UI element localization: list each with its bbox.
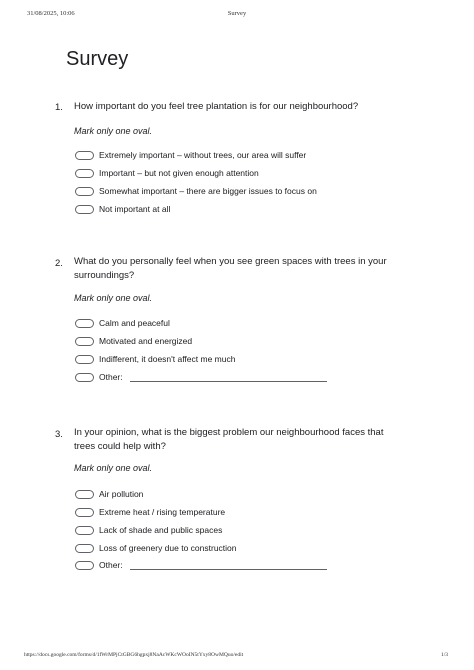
radio-oval-icon[interactable] [75, 355, 94, 364]
other-text-line[interactable] [130, 569, 327, 570]
q2-option-other[interactable] [75, 371, 327, 383]
option-label: Indifferent, it doesn't affect me much [99, 354, 236, 364]
q3-option-1[interactable] [75, 488, 143, 500]
question-2-text: What do you personally feel when you see green spaces with trees in your surroundings? [74, 256, 387, 281]
radio-oval-icon[interactable] [75, 319, 94, 328]
question-3-number: 3. [55, 429, 63, 440]
print-page-number: 1/3 [440, 652, 448, 658]
option-label: Calm and peaceful [99, 318, 170, 328]
q1-option-2[interactable] [75, 167, 259, 179]
question-1-text: How important do you feel tree plantation is for our neighbourhood? [74, 101, 359, 112]
option-label: Other: [99, 372, 123, 382]
print-page-title: Survey [227, 10, 247, 17]
radio-oval-icon[interactable] [75, 508, 94, 517]
question-3-hint: Mark only one oval. [74, 463, 153, 473]
q2-option-3[interactable] [75, 353, 235, 365]
radio-oval-icon[interactable] [75, 490, 94, 499]
q1-option-4[interactable] [75, 203, 170, 215]
option-label: Extremely important – without trees, our area will suffer [99, 150, 307, 160]
question-2-hint: Mark only one oval. [74, 293, 153, 303]
option-label: Somewhat important – there are bigger issues to focus on [99, 186, 317, 196]
q2-option-2[interactable] [75, 335, 192, 347]
q3-option-2[interactable] [75, 506, 225, 518]
q1-option-3[interactable] [75, 185, 317, 197]
q3-option-other[interactable] [75, 559, 327, 571]
print-url: https://docs.google.com/forms/d/1fWrMPjCtGBG6hgpxj8NaAcWKcWOoIN5tYxy8OwMQuo/edit [24, 652, 244, 658]
option-label: Other: [99, 560, 123, 570]
option-label: Extreme heat / rising temperature [99, 507, 226, 517]
other-text-line[interactable] [130, 381, 327, 382]
radio-oval-icon[interactable] [75, 561, 94, 570]
radio-oval-icon[interactable] [75, 373, 94, 382]
question-1-number: 1. [55, 102, 63, 113]
radio-oval-icon[interactable] [75, 544, 94, 553]
radio-oval-icon[interactable] [75, 169, 94, 178]
option-label: Motivated and energized [99, 336, 193, 346]
form-title: Survey [66, 48, 129, 70]
option-label: Air pollution [99, 489, 144, 499]
option-label: Not important at all [99, 204, 171, 214]
radio-oval-icon[interactable] [75, 337, 94, 346]
option-label: Lack of shade and public spaces [99, 525, 223, 535]
print-datetime: 31/08/2025, 10:06 [27, 10, 75, 17]
radio-oval-icon[interactable] [75, 187, 94, 196]
q1-option-1[interactable] [75, 149, 306, 161]
question-1-hint: Mark only one oval. [74, 126, 153, 136]
radio-oval-icon[interactable] [75, 205, 94, 214]
radio-oval-icon[interactable] [75, 526, 94, 535]
question-3-text: In your opinion, what is the biggest problem our neighbourhood faces that trees could help with? [74, 427, 384, 452]
q2-option-1[interactable] [75, 317, 170, 329]
option-label: Loss of greenery due to construction [99, 543, 237, 553]
q3-option-4[interactable] [75, 542, 237, 554]
q3-option-3[interactable] [75, 524, 222, 536]
question-2-number: 2. [55, 258, 63, 269]
option-label: Important – but not given enough attention [99, 168, 259, 178]
radio-oval-icon[interactable] [75, 151, 94, 160]
